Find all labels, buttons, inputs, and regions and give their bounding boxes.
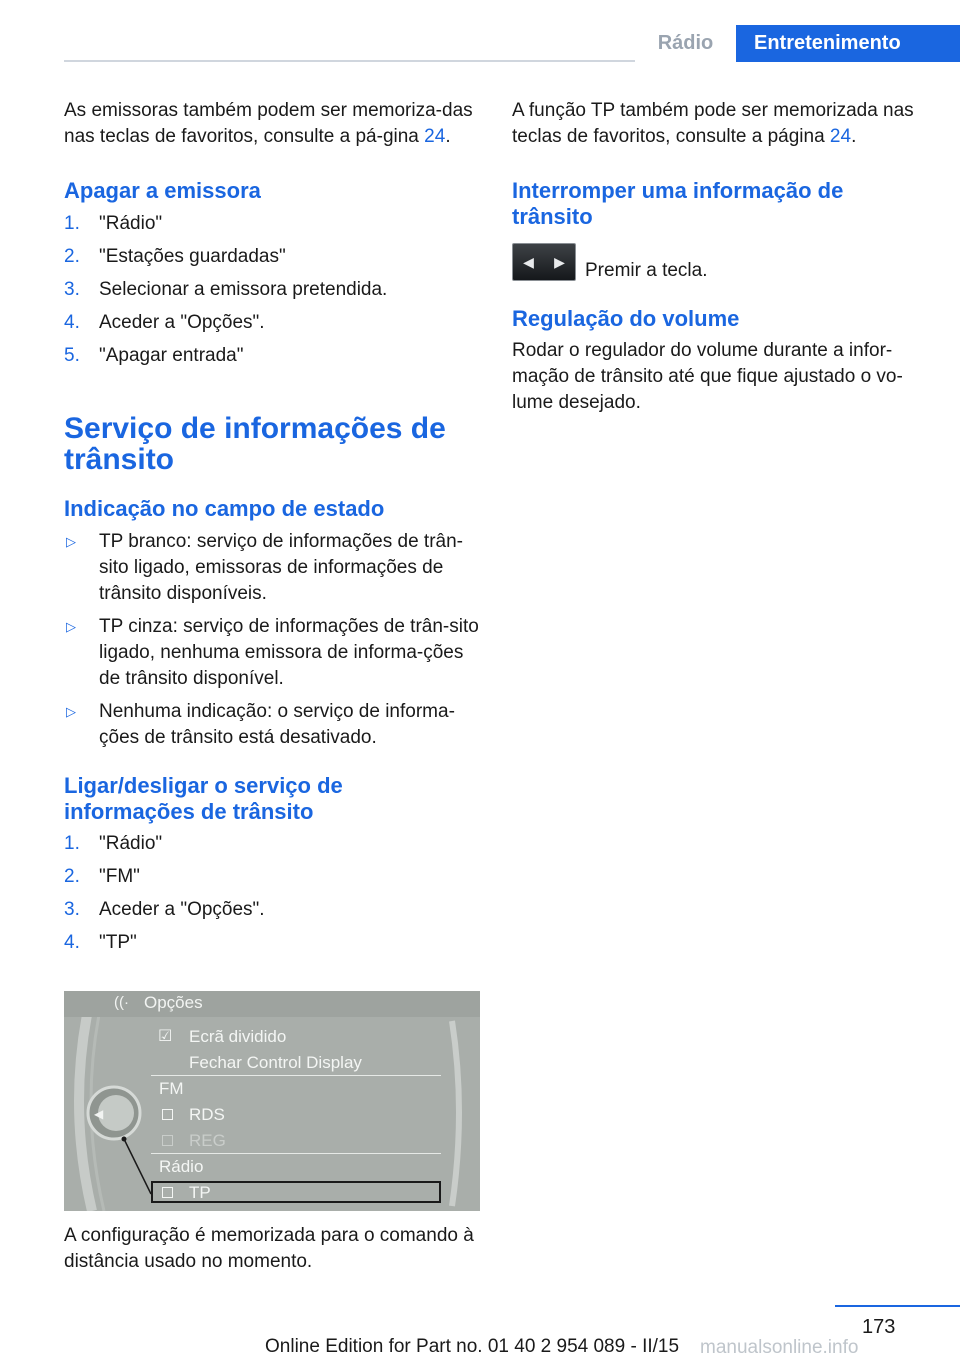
list-item: ▷ TP cinza: serviço de informações de trân-sito ligado, nenhuma emissora de informa-ções de trânsito disponível. bbox=[66, 616, 479, 689]
triangle-right-icon: ▶ bbox=[554, 253, 565, 270]
triangle-bullet-icon: ▷ bbox=[66, 704, 76, 719]
left-column bbox=[64, 98, 484, 963]
prev-next-key-icon[interactable] bbox=[512, 243, 576, 281]
menu-item-rds[interactable]: RDS bbox=[189, 1105, 225, 1124]
triangle-left-icon: ◀ bbox=[523, 253, 534, 270]
interrupt-heading: Interromper uma informação de trânsito bbox=[512, 178, 844, 229]
list-item: 2. "Estações guardadas" bbox=[64, 246, 286, 267]
toggle-traffic-heading: Ligar/desligar o serviço de informações de trânsito bbox=[64, 773, 343, 824]
section-tab[interactable]: Rádio bbox=[635, 25, 736, 62]
list-item: 3. Selecionar a emissora pretendida. bbox=[64, 279, 388, 300]
checkbox-icon bbox=[162, 1187, 173, 1198]
page-link-24[interactable]: 24 bbox=[829, 126, 852, 147]
chapter-tab[interactable]: Entretenimento bbox=[736, 25, 960, 62]
list-item: 3. Aceder a "Opções". bbox=[64, 899, 265, 920]
svg-text:◀: ◀ bbox=[94, 1107, 104, 1121]
config-paragraph: A configuração é memorizada para o comando à distância usado no momento. bbox=[64, 1225, 474, 1272]
status-list bbox=[64, 529, 484, 751]
toggle-steps-list bbox=[64, 831, 484, 963]
watermark: manualsonline.info bbox=[700, 1337, 859, 1358]
triangle-bullet-icon: ▷ bbox=[66, 619, 76, 634]
page-link-24[interactable]: 24 bbox=[424, 126, 446, 147]
menu-item-split-screen[interactable]: Ecrã dividido bbox=[189, 1027, 287, 1046]
traffic-service-heading: Serviço de informações de trânsito bbox=[64, 412, 446, 476]
list-item: 1. "Rádio" bbox=[64, 213, 163, 234]
controller-graphic bbox=[64, 991, 480, 1211]
list-item: 1. "Rádio" bbox=[64, 833, 163, 854]
divider bbox=[151, 1075, 441, 1076]
checkbox-icon bbox=[162, 1109, 173, 1120]
checkbox-icon bbox=[162, 1135, 173, 1146]
interrupt-row bbox=[512, 240, 932, 284]
delete-station-heading: Apagar a emissora bbox=[64, 178, 261, 203]
page-number: 173 bbox=[862, 1316, 896, 1338]
list-item: 4. Aceder a "Opções". bbox=[64, 312, 265, 333]
tp-favorites-paragraph: A função TP também pode ser memorizada nas teclas de favoritos, consulte a página 24. bbox=[512, 100, 914, 147]
list-item: 5. "Apagar entrada" bbox=[64, 345, 244, 366]
list-item: 4. "TP" bbox=[64, 932, 137, 953]
list-item: ▷ TP branco: serviço de informações de trân-sito ligado, emissoras de informações de trânsito disponíveis. bbox=[66, 531, 463, 604]
intro-text: As emissoras também podem ser memoriza-das nas teclas de favoritos, consulte a pá-gina bbox=[64, 100, 473, 147]
status-field-heading: Indicação no campo de estado bbox=[64, 496, 385, 521]
right-column bbox=[512, 98, 932, 416]
menu-item-reg[interactable]: REG bbox=[189, 1131, 226, 1150]
volume-heading: Regulação do volume bbox=[512, 306, 740, 331]
volume-paragraph: Rodar o regulador do volume durante a infor-mação de trânsito até que fique ajustado o vo-lume desejado. bbox=[512, 340, 903, 413]
menu-section-fm: FM bbox=[159, 1079, 184, 1098]
menu-section-radio: Rádio bbox=[159, 1157, 204, 1176]
menu-item-tp[interactable]: TP bbox=[189, 1183, 211, 1202]
antenna-icon: ((· bbox=[114, 994, 129, 1011]
delete-steps-list bbox=[64, 211, 484, 376]
triangle-bullet-icon: ▷ bbox=[66, 534, 76, 549]
list-item: 2. "FM" bbox=[64, 866, 140, 887]
menu-item-close-display[interactable]: Fechar Control Display bbox=[189, 1053, 362, 1072]
checkmark-icon: ☑ bbox=[158, 1028, 173, 1045]
divider bbox=[151, 1153, 441, 1154]
menu-title: Opções bbox=[144, 993, 203, 1012]
options-menu-screenshot bbox=[64, 991, 480, 1211]
footer-rule bbox=[835, 1305, 960, 1307]
list-item: ▷ Nenhuma indicação: o serviço de informa-ções de trânsito está desativado. bbox=[66, 701, 455, 748]
edition-line: Online Edition for Part no. 01 40 2 954 089 - II/15 bbox=[265, 1336, 680, 1357]
intro-paragraph: As emissoras também podem ser memoriza-das nas teclas de favoritos, consulte a pá-gina 24. bbox=[64, 100, 473, 147]
interrupt-instruction: Premir a tecla. bbox=[585, 260, 708, 281]
